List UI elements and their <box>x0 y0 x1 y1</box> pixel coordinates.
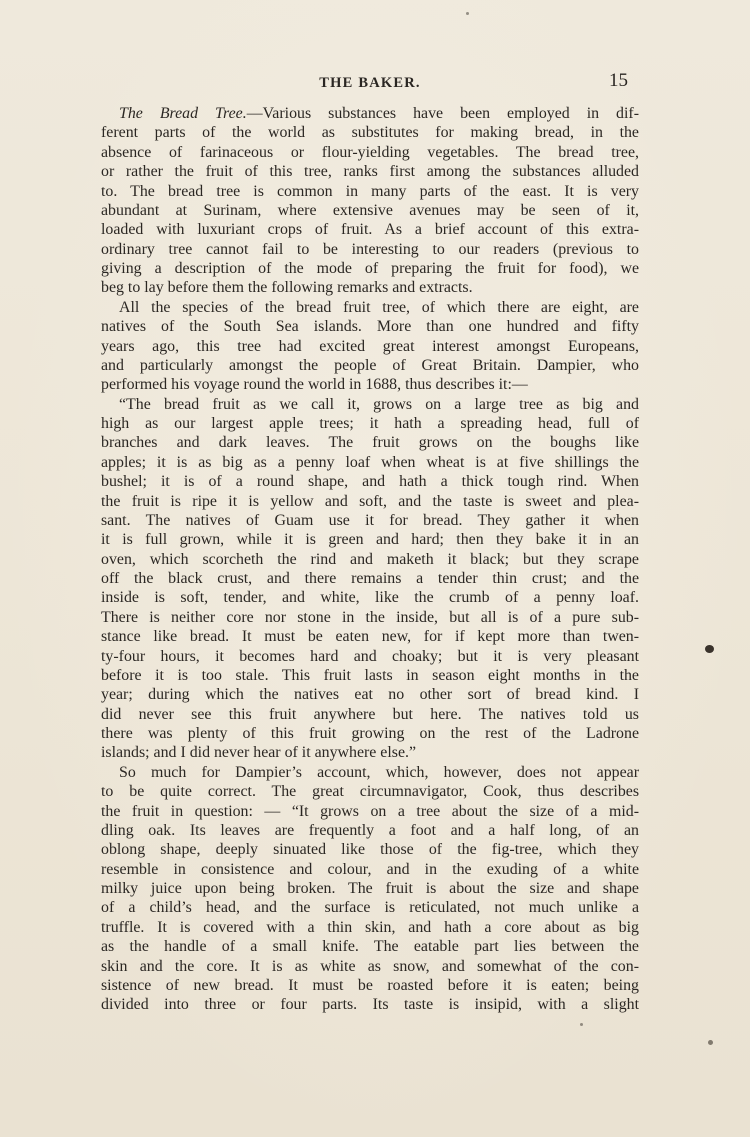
text-line: sistence of new bread. It must be roasted before it is eaten; being <box>101 976 639 994</box>
text-line: stance like bread. It must be eaten new, for if kept more than twen- <box>101 628 639 646</box>
text-line: performed his voyage round the world in 1688, thus describes it:— <box>101 376 528 394</box>
text-line: So much for Dampier’s account, which, however, does not appear <box>119 763 639 781</box>
text-line: bushel; it is of a round shape, and hath a thick tough rind. When <box>101 473 639 491</box>
text-line: loaded with luxuriant crops of fruit. As a brief account of this extra- <box>101 221 639 239</box>
text-line: to be quite correct. The great circumnavigator, Cook, thus describes <box>101 783 639 801</box>
text-line: absence of farinaceous or flour-yielding vegetables. The bread tree, <box>101 143 639 161</box>
ink-spot <box>708 1040 713 1045</box>
text-line: to. The bread tree is common in many parts of the east. It is very <box>101 182 639 200</box>
text-line: branches and dark leaves. The fruit grows on the boughs like <box>101 434 639 452</box>
text-line: milky juice upon being broken. The fruit is about the size and shape <box>101 880 639 897</box>
text-line: giving a description of the mode of preparing the fruit for food), we <box>101 260 639 277</box>
text-line: The Bread Tree.—Various substances have been employed in dif- <box>119 105 639 122</box>
text-line: sant. The natives of Guam use it for bread. They gather it when <box>101 511 639 529</box>
ink-spot <box>705 645 714 653</box>
text-line: oblong shape, deeply sinuated like those of the fig-tree, which they <box>101 841 639 859</box>
running-head: THE BAKER. <box>319 75 421 91</box>
text-line: ferent parts of the world as substitutes for making bread, in the <box>101 124 639 142</box>
text-line: as the handle of a small knife. The eatable part lies between the <box>101 938 639 956</box>
text-line: beg to lay before them the following remarks and extracts. <box>101 279 473 297</box>
text-line: There is neither core nor stone in the inside, but all is of a pure sub- <box>101 608 639 626</box>
text-line: the fruit is ripe it is yellow and soft, and the taste is sweet and plea- <box>101 492 639 510</box>
text-line: oven, which scorcheth the rind and maketh it black; but they scrape <box>101 550 639 568</box>
text-line: ty-four hours, it becomes hard and choaky; but it is very pleasant <box>101 647 639 665</box>
text-line: year; during which the natives eat no other sort of bread kind. I <box>101 686 639 704</box>
text-line: dling oak. Its leaves are frequently a foot and a half long, of an <box>101 821 639 839</box>
text-line: All the species of the bread fruit tree, of which there are eight, are <box>119 298 639 316</box>
text-line: the fruit in question: — “It grows on a tree about the size of a mid- <box>101 802 639 820</box>
ink-spot <box>580 1023 583 1026</box>
text-line: “The bread fruit as we call it, grows on a large tree as big and <box>119 395 639 413</box>
text-line: inside is soft, tender, and white, like the crumb of a penny loaf. <box>101 589 639 607</box>
page-number: 15 <box>609 70 628 91</box>
page-header <box>100 70 640 94</box>
body-text <box>101 104 639 1015</box>
text-line: or rather the fruit of this tree, ranks first among the substances alluded <box>101 163 639 181</box>
text-line: islands; and I did never hear of it anywhere else.” <box>101 744 417 762</box>
text-line: high as our largest apple trees; it hath a spreading head, full of <box>101 415 639 432</box>
text-line: resemble in consistence and colour, and in the exuding of a white <box>101 860 639 878</box>
text-line: divided into three or four parts. Its taste is insipid, with a slight <box>101 996 639 1014</box>
text-line: truffle. It is covered with a thin skin, and hath a core about as big <box>101 918 639 936</box>
text-line: abundant at Surinam, where extensive avenues may be seen of it, <box>101 201 639 219</box>
text-line: before it is too stale. This fruit lasts in season eight months in the <box>101 666 639 684</box>
text-line: years ago, this tree had excited great interest amongst Europeans, <box>101 337 639 355</box>
text-line: and particularly amongst the people of Great Britain. Dampier, who <box>101 356 639 374</box>
text-line: of a child’s head, and the surface is reticulated, not much unlike a <box>101 899 639 917</box>
text-line: ordinary tree cannot fail to be interesting to our readers (previous to <box>101 240 639 258</box>
text-line: it is full grown, while it is green and hard; then they bake it in an <box>101 531 639 549</box>
section-heading: The Bread Tree. <box>119 105 247 122</box>
text-line: natives of the South Sea islands. More than one hundred and fifty <box>101 318 639 336</box>
text-line: there was plenty of this fruit growing on the rest of the Ladrone <box>101 725 639 742</box>
text-line: skin and the core. It is as white as snow, and somewhat of the con- <box>101 957 639 975</box>
ink-spot <box>466 12 469 15</box>
text-line: apples; it is as big as a penny loaf when wheat is at five shillings the <box>101 453 639 471</box>
text-line: did never see this fruit anywhere but here. The natives told us <box>101 705 639 723</box>
text-line: off the black crust, and there remains a tender thin crust; and the <box>101 570 639 587</box>
